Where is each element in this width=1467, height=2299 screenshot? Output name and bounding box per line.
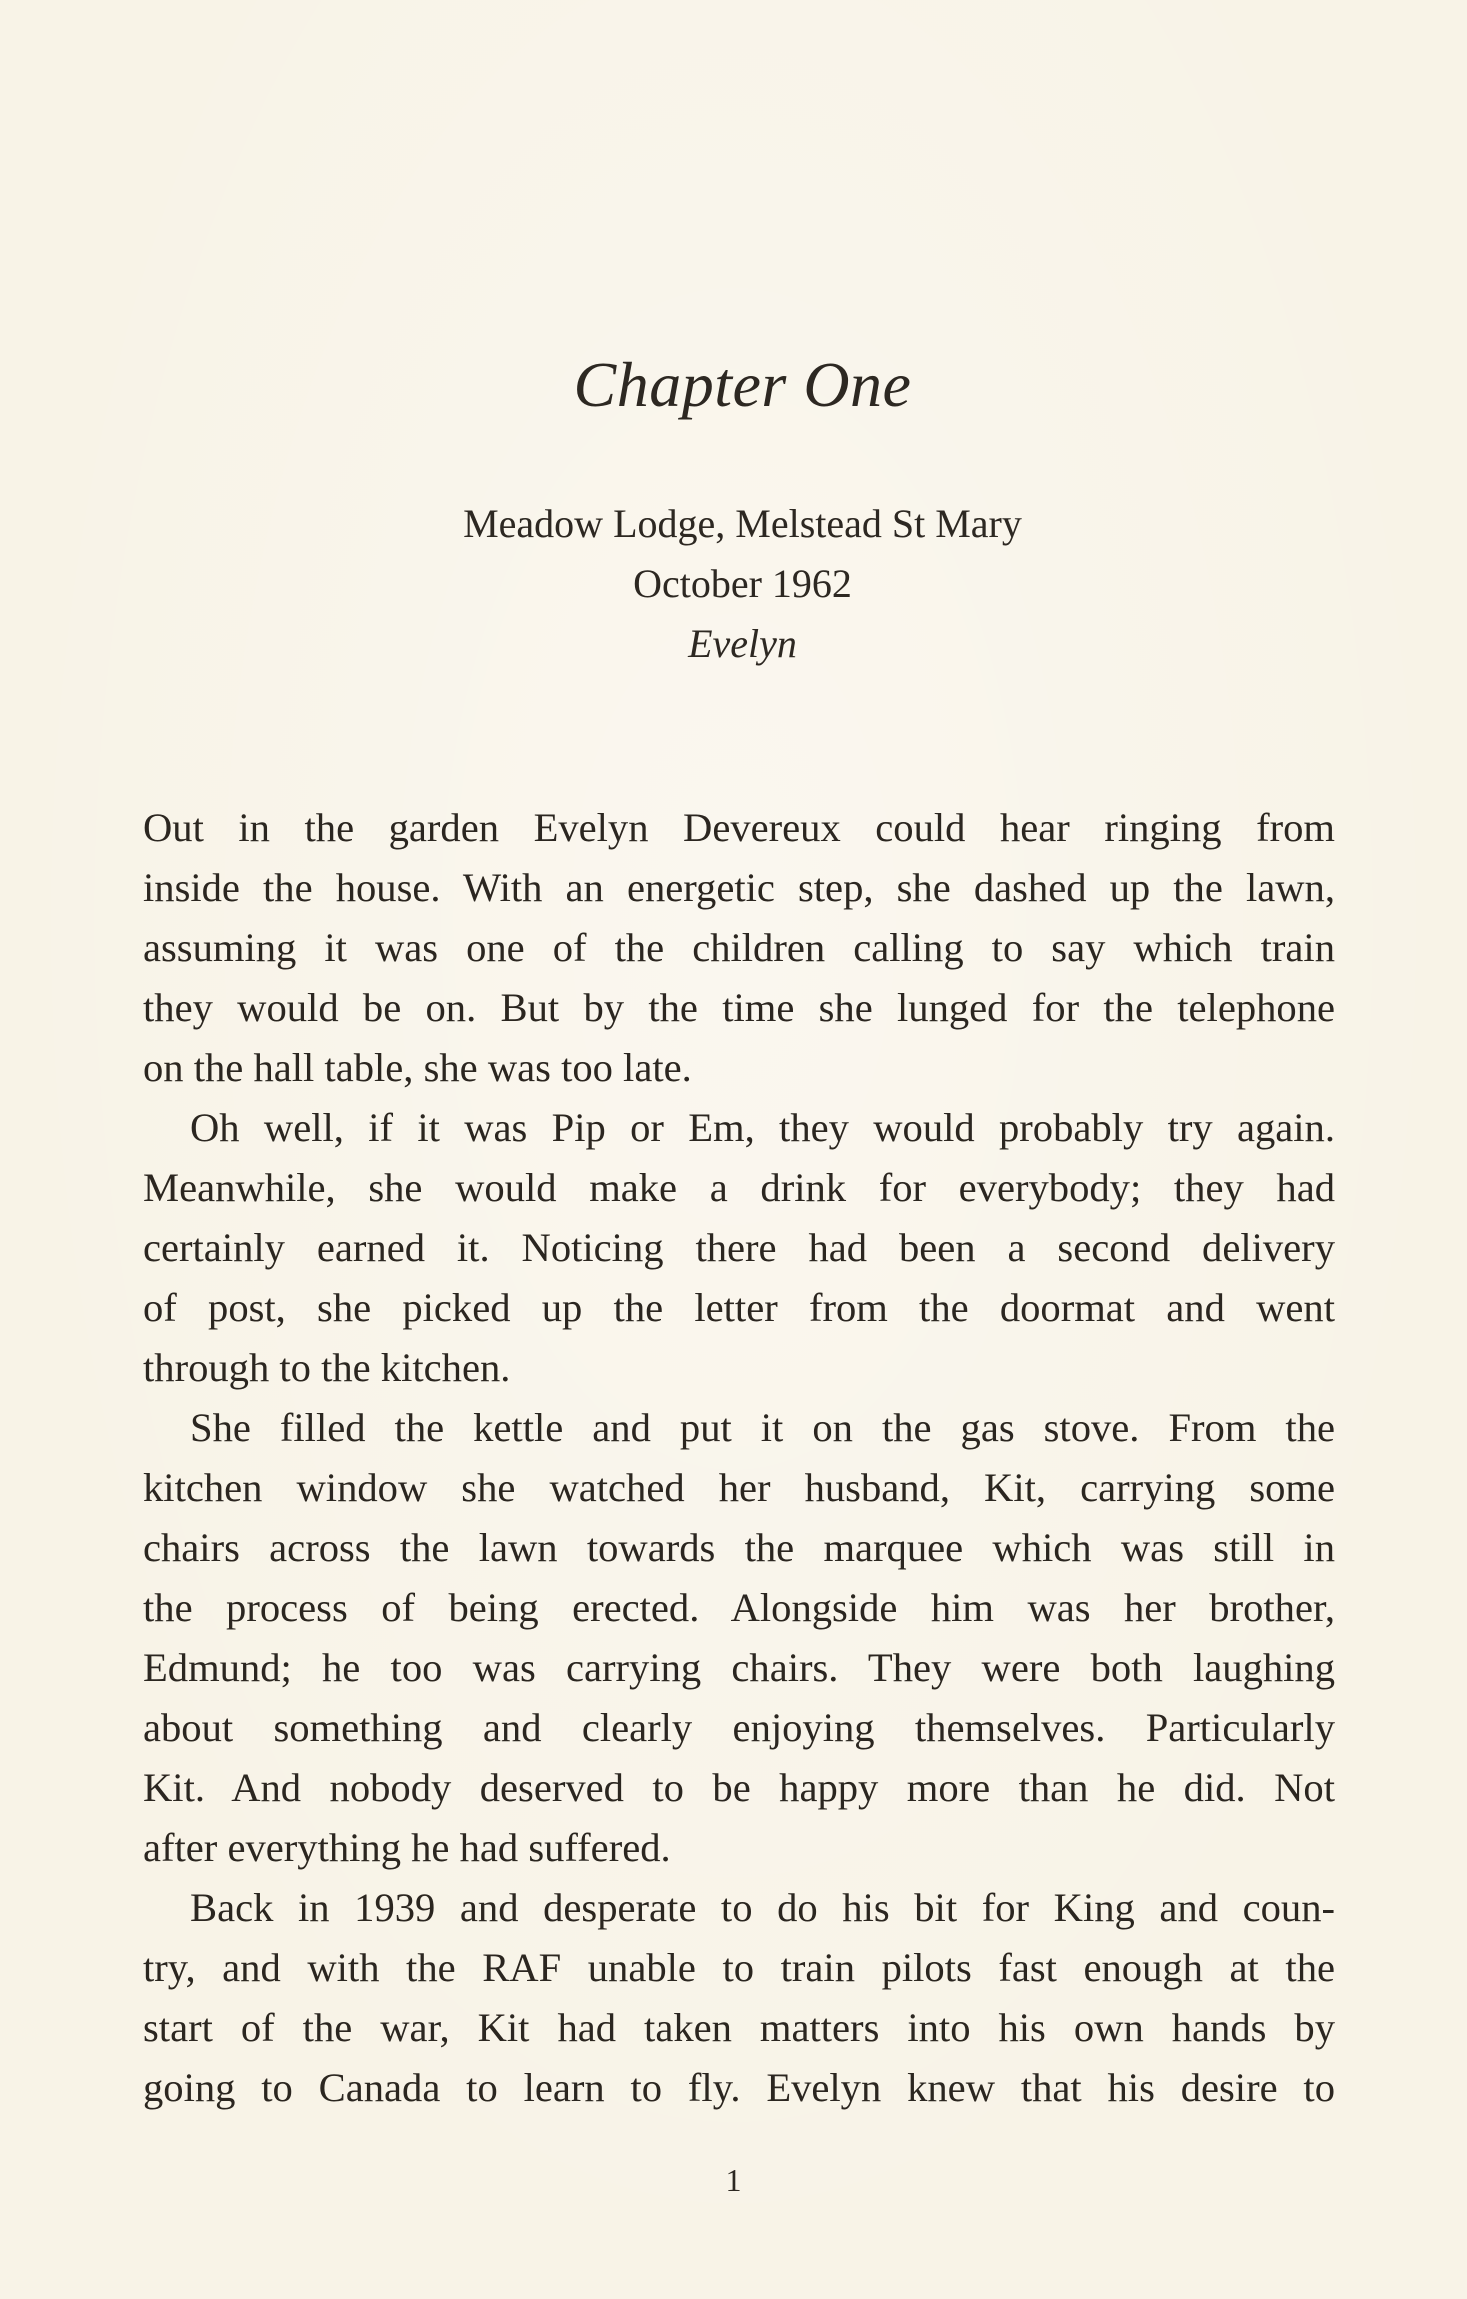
text-line: through to the kitchen. [143,1345,511,1390]
text-line: they would be on. But by the time she lunged for the telephone [143,985,1335,1030]
text-line: start of the war, Kit had taken matters into his own hands by [143,2005,1335,2050]
text-line: kitchen window she watched her husband, Kit, carrying some [143,1465,1335,1510]
page-number: 1 [725,2162,742,2198]
text-line: She filled the kettle and put it on the gas stove. From the [190,1405,1335,1450]
text-line: Kit. And nobody deserved to be happy more than he did. Not [143,1765,1335,1810]
text-line: inside the house. With an energetic step, she dashed up the lawn, [143,865,1335,910]
text-line: chairs across the lawn towards the marquee which was still in [143,1525,1335,1570]
text-line: try, and with the RAF unable to train pilots fast enough at the [143,1945,1335,1990]
text-line: after everything he had suffered. [143,1825,671,1870]
text-line: certainly earned it. Noticing there had been a second delivery [143,1225,1335,1270]
chapter-location: Meadow Lodge, Melstead St Mary [463,501,1022,546]
text-line: about something and clearly enjoying themselves. Particularly [143,1705,1335,1750]
chapter-title: Chapter One [573,349,912,420]
chapter-date: October 1962 [633,561,852,606]
text-line: assuming it was one of the children calling to say which train [143,925,1335,970]
text-line: going to Canada to learn to fly. Evelyn knew that his desire to [143,2065,1335,2110]
text-line: Edmund; he too was carrying chairs. They were both laughing [143,1645,1335,1690]
text-line: Out in the garden Evelyn Devereux could hear ringing from [143,805,1335,850]
body-text [143,798,1335,2118]
text-line: Back in 1939 and desperate to do his bit for King and coun- [190,1885,1335,1930]
text-line: on the hall table, she was too late. [143,1045,692,1090]
text-line: Meanwhile, she would make a drink for everybody; they had [143,1165,1335,1210]
text-line: the process of being erected. Alongside him was her brother, [143,1585,1335,1630]
text-line: Oh well, if it was Pip or Em, they would probably try again. [190,1105,1335,1150]
text-line: of post, she picked up the letter from the doormat and went [143,1285,1335,1330]
chapter-narrator: Evelyn [688,621,797,666]
